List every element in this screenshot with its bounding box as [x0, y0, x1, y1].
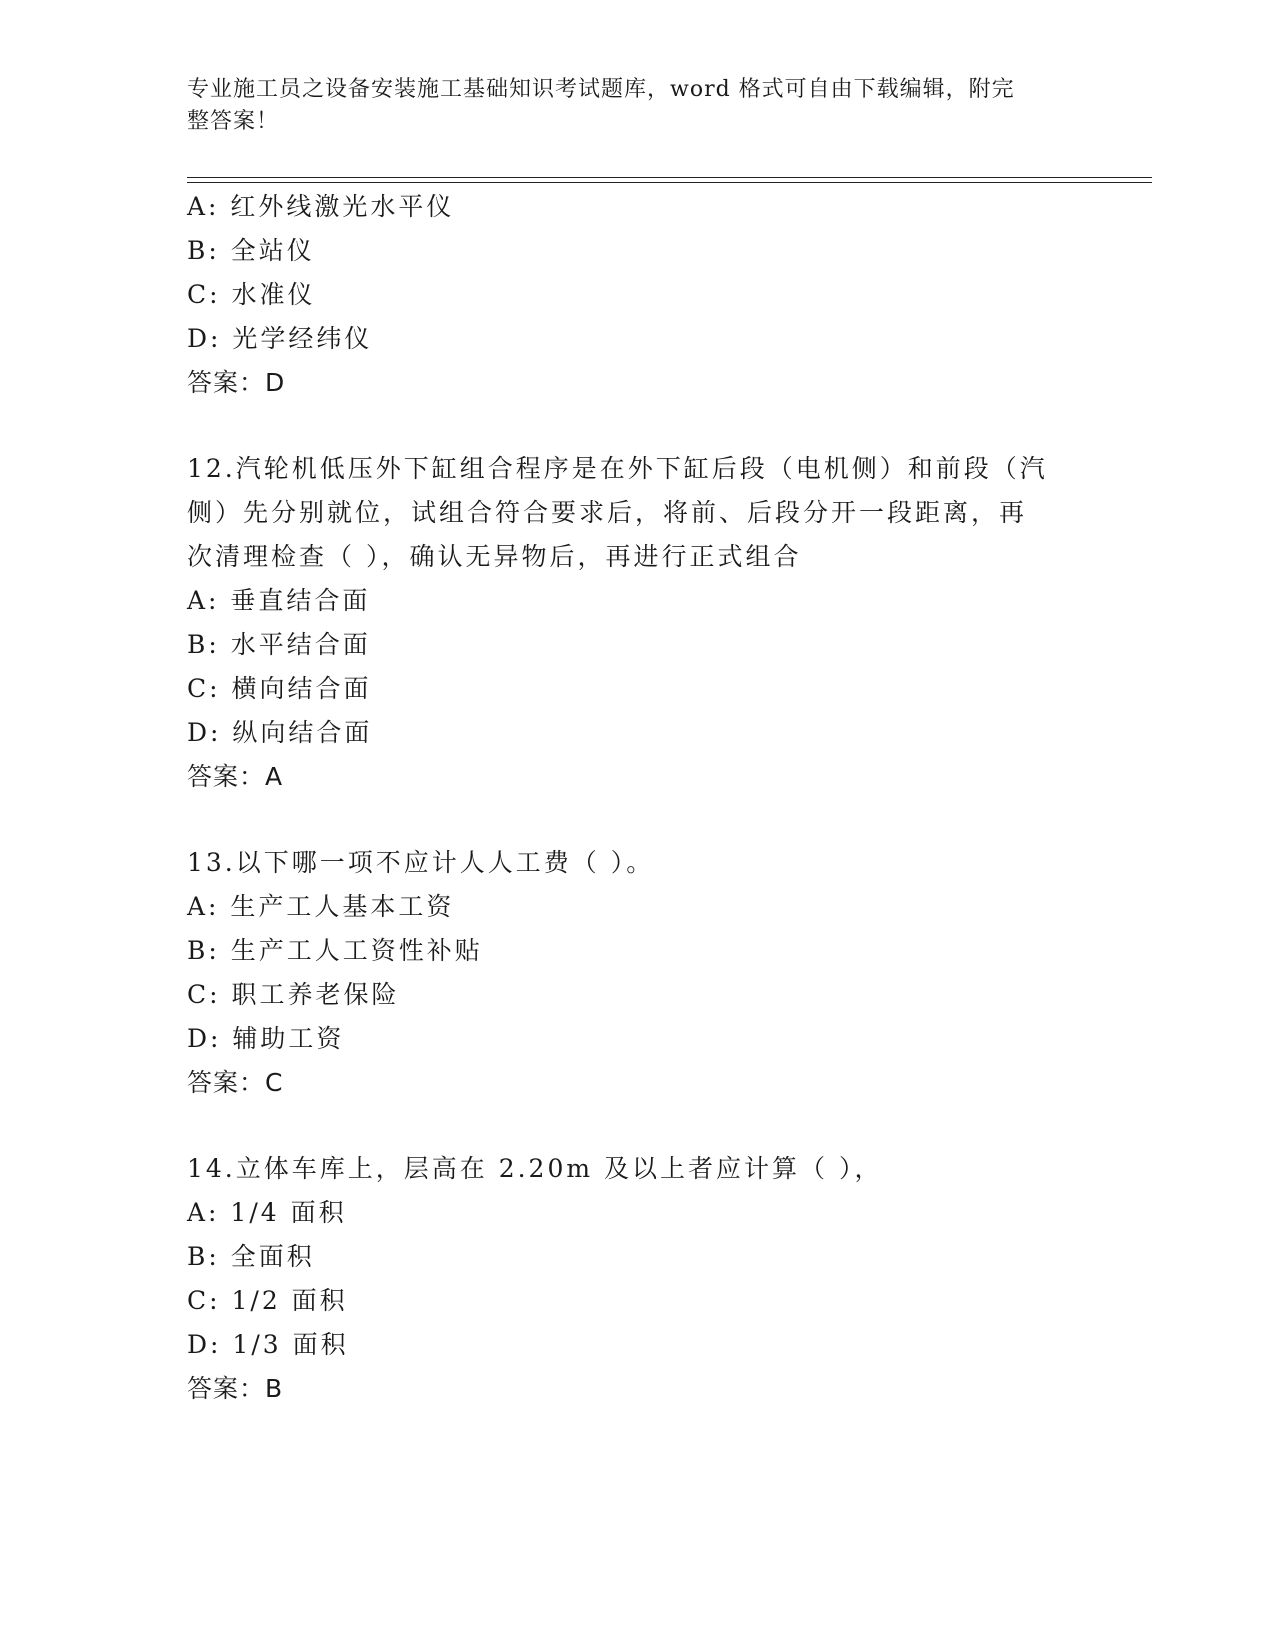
q14-option-d: D: 1/3 面积	[187, 1330, 349, 1359]
q14-option-a: A: 1/4 面积	[187, 1198, 347, 1227]
q11-option-b: B: 全站仪	[187, 236, 315, 265]
q11-option-d: D: 光学经纬仪	[187, 324, 373, 353]
q12-option-b: B: 水平结合面	[187, 630, 371, 659]
q12-option-d: D: 纵向结合面	[187, 718, 373, 747]
q11-option-a: A: 红外线激光水平仪	[187, 192, 455, 221]
q13-answer: 答案：C	[187, 1068, 284, 1097]
q12-option-c: C: 横向结合面	[187, 674, 372, 703]
q14-option-c: C: 1/2 面积	[187, 1286, 348, 1315]
document-header	[187, 74, 1067, 138]
q14-option-b: B: 全面积	[187, 1242, 315, 1271]
q12-option-a: A: 垂直结合面	[187, 586, 371, 615]
q13-option-b: B: 生产工人工资性补贴	[187, 936, 483, 965]
header-divider-top	[187, 177, 1152, 178]
q12-answer: 答案：A	[187, 762, 284, 791]
header-line-2: 整答案！	[187, 109, 280, 134]
q13-option-d: D: 辅助工资	[187, 1024, 345, 1053]
q11-answer: 答案：D	[187, 368, 286, 397]
q13-stem-line-1: 13.以下哪一项不应计人人工费（ ）。	[187, 848, 655, 877]
q12-stem-line-2: 侧）先分别就位，试组合符合要求后，将前、后段分开一段距离，再	[187, 498, 1028, 527]
q12-stem-line-1: 12.汽轮机低压外下缸组合程序是在外下缸后段（电机侧）和前段（汽	[187, 454, 1048, 483]
q13-option-c: C: 职工养老保险	[187, 980, 400, 1009]
q14-stem-line-1: 14.立体车库上，层高在 2.20m 及以上者应计算（ ），	[187, 1154, 883, 1183]
q12-stem-line-3: 次清理检查（ ），确认无异物后，再进行正式组合	[187, 542, 802, 571]
q13-option-a: A: 生产工人基本工资	[187, 892, 455, 921]
q14-answer: 答案：B	[187, 1374, 284, 1403]
header-line-1: 专业施工员之设备安装施工基础知识考试题库，word 格式可自由下载编辑，附完	[187, 77, 1015, 102]
q11-option-c: C: 水准仪	[187, 280, 316, 309]
header-divider-bottom	[187, 182, 1152, 183]
